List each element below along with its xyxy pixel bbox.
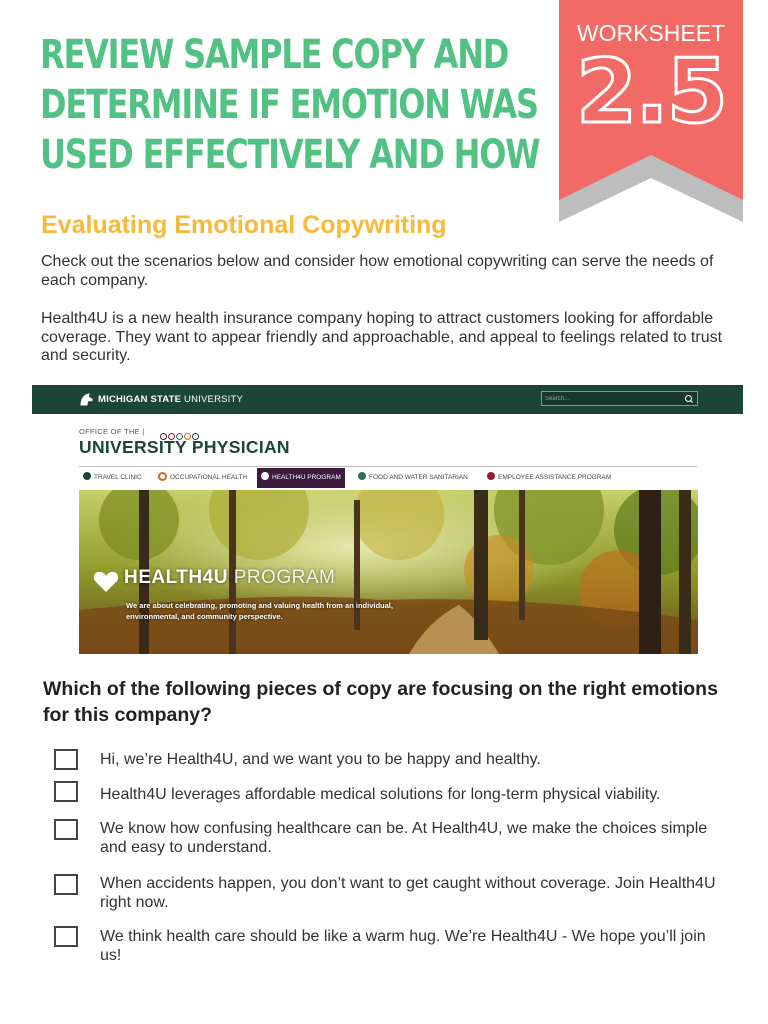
heart-icon (93, 570, 119, 594)
nav-label: TRAVEL CLINIC (94, 474, 142, 481)
heart-icon (261, 472, 269, 480)
title-line-1: REVIEW SAMPLE COPY AND (40, 32, 509, 78)
option-text: Health4U leverages affordable medical solutions for long-term physical viability. (100, 786, 661, 803)
search-icon[interactable] (685, 395, 692, 402)
option-checkbox[interactable] (54, 874, 78, 895)
worksheet-ribbon (559, 0, 743, 222)
water-drop-icon (358, 472, 366, 480)
university-name-bold: MICHIGAN STATE (98, 394, 182, 405)
site-search (541, 391, 698, 406)
ribbon-label: WORKSHEET (576, 20, 726, 46)
section-subtitle: Evaluating Emotional Copywriting (41, 211, 447, 239)
university-name[interactable] (98, 394, 243, 405)
nav-employee-assistance[interactable] (487, 468, 611, 488)
nav-health4u-program[interactable] (257, 468, 345, 488)
university-name-light: UNIVERSITY (181, 394, 244, 405)
airplane-icon (83, 472, 91, 480)
spartan-helmet-icon (78, 391, 95, 408)
worksheet-title (40, 30, 540, 180)
scenario-paragraph: Health4U is a new health insurance company hoping to attract customers looking for affordable coverage. They want to appear friendly and approachable, and appeal to feelings related to trust and security. (41, 310, 723, 364)
nav-occupational-health[interactable] (158, 468, 247, 488)
option-text: We think health care should be like a warm hug. We’re Health4U - We hope you’ll join us! (100, 928, 706, 964)
nav-label: EMPLOYEE ASSISTANCE PROGRAM (498, 474, 612, 481)
nav-label: OCCUPATIONAL HEALTH (170, 474, 248, 481)
option-checkbox[interactable] (54, 819, 78, 840)
chat-bubble-icon (487, 472, 495, 480)
site-nav (79, 468, 699, 488)
nav-label: FOOD AND WATER SANITARIAN (369, 474, 468, 481)
option-text: We know how confusing healthcare can be. At Health4U, we make the choices simple and easy to understand. (100, 820, 708, 856)
hero-title (124, 567, 335, 589)
option-checkbox[interactable] (54, 749, 78, 770)
nav-food-water-sanitarian[interactable] (358, 468, 468, 488)
option-text: Hi, we’re Health4U, and we want you to be happy and healthy. (100, 751, 541, 768)
question-text: Which of the following pieces of copy are focusing on the right emotions for this company? (43, 678, 718, 726)
nav-divider (79, 466, 697, 467)
option-checkbox[interactable] (54, 781, 78, 802)
title-line-2: DETERMINE IF EMOTION WAS (40, 82, 538, 128)
hero-title-light: PROGRAM (227, 567, 336, 588)
brand-logo-text[interactable]: UNIVERSITY PHYSICIAN (79, 437, 290, 457)
option-text: When accidents happen, you don’t want to get caught without coverage. Join Health4U right now. (100, 875, 716, 911)
gear-icon (158, 472, 167, 481)
office-label: OFFICE OF THE | (79, 427, 145, 436)
nav-travel-clinic[interactable] (83, 468, 142, 488)
intro-paragraph: Check out the scenarios below and consider how emotional copywriting can serve the needs of each company. (41, 253, 714, 289)
title-line-3: USED EFFECTIVELY AND HOW (40, 132, 540, 178)
option-checkbox[interactable] (54, 926, 78, 947)
nav-label: HEALTH4U PROGRAM (272, 474, 341, 481)
hero-title-bold: HEALTH4U (124, 567, 228, 588)
hero-tagline: We are about celebrating, promoting and valuing health from an individual, environmental, and community perspective. (126, 601, 393, 621)
ribbon-number: 2.5 (576, 40, 726, 143)
website-screenshot (32, 385, 743, 657)
search-input[interactable] (545, 392, 675, 405)
msu-header-bar (32, 385, 743, 414)
hero-banner (79, 490, 698, 654)
